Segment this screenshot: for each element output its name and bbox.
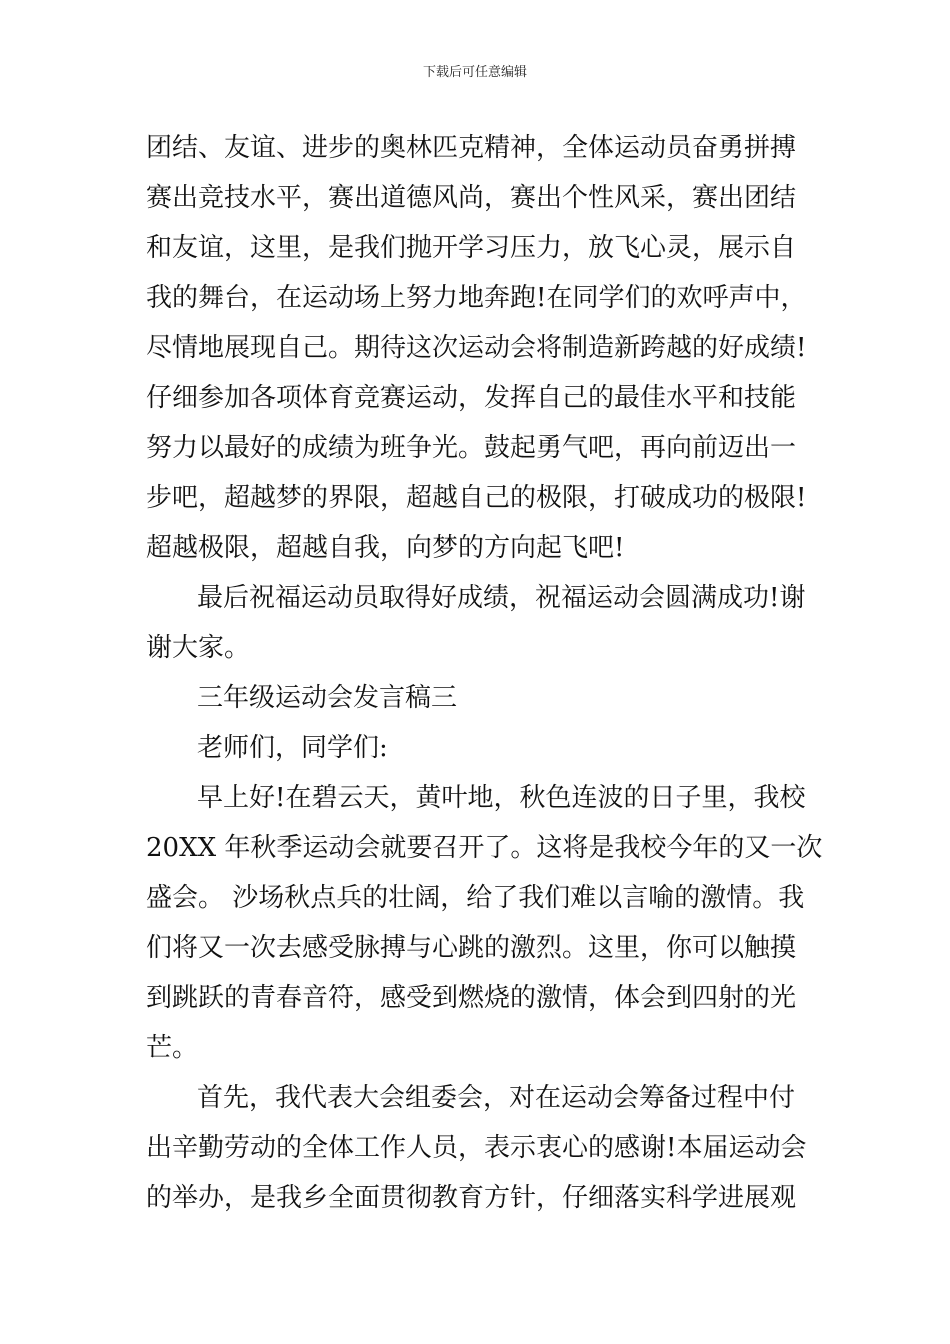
text-line: 团结、友谊、进步的奥林匹克精神，全体运动员奋勇拼搏 — [146, 133, 797, 163]
text-line: 尽情地展现自己。期待这次运动会将制造新跨越的好成绩! — [146, 333, 807, 363]
text-line: 努力以最好的成绩为班争光。鼓起勇气吧，再向前迈出一 — [146, 433, 797, 463]
text-line: 盛会。 沙场秋点兵的壮阔，给了我们难以言喻的激情。我 — [146, 883, 805, 913]
text-line: 超越极限，超越自我，向梦的方向起飞吧! — [146, 533, 625, 563]
text-line: 谢大家。 — [146, 633, 251, 663]
text-line: 仔细参加各项体育竞赛运动，发挥自己的最佳水平和技能 — [146, 383, 797, 413]
text-line: 步吧，超越梦的界限，超越自己的极限，打破成功的极限! — [146, 483, 807, 513]
salutation: 老师们，同学们: — [197, 733, 388, 763]
text-line: 们将又一次去感受脉搏与心跳的激烈。这里，你可以触摸 — [146, 933, 797, 963]
text-line: 20XX 年秋季运动会就要召开了。这将是我校今年的又一次 — [146, 833, 823, 863]
paragraph-first-line: 首先，我代表大会组委会，对在运动会筹备过程中付 — [197, 1083, 796, 1113]
text-line: 芒。 — [146, 1033, 199, 1063]
section-title: 三年级运动会发言稿三 — [197, 683, 458, 713]
text-line: 到跳跃的青春音符，感受到燃烧的激情，体会到四射的光 — [146, 983, 797, 1013]
page-header: 下载后可任意编辑 — [422, 65, 527, 80]
paragraph-first-line: 早上好!在碧云天，黄叶地，秋色连波的日子里，我校 — [197, 783, 806, 813]
text-line: 赛出竞技水平，赛出道德风尚，赛出个性风采，赛出团结 — [146, 183, 797, 213]
text-line: 我的舞台，在运动场上努力地奔跑!在同学们的欢呼声中， — [146, 283, 807, 313]
paragraph-first-line: 最后祝福运动员取得好成绩，祝福运动会圆满成功!谢 — [197, 583, 806, 613]
text-line: 和友谊，这里，是我们抛开学习压力，放飞心灵，展示自 — [146, 233, 797, 263]
text-line: 的举办，是我乡全面贯彻教育方针，仔细落实科学进展观 — [146, 1183, 797, 1213]
text-line: 出辛勤劳动的全体工作人员，表示衷心的感谢!本届运动会 — [146, 1133, 807, 1163]
